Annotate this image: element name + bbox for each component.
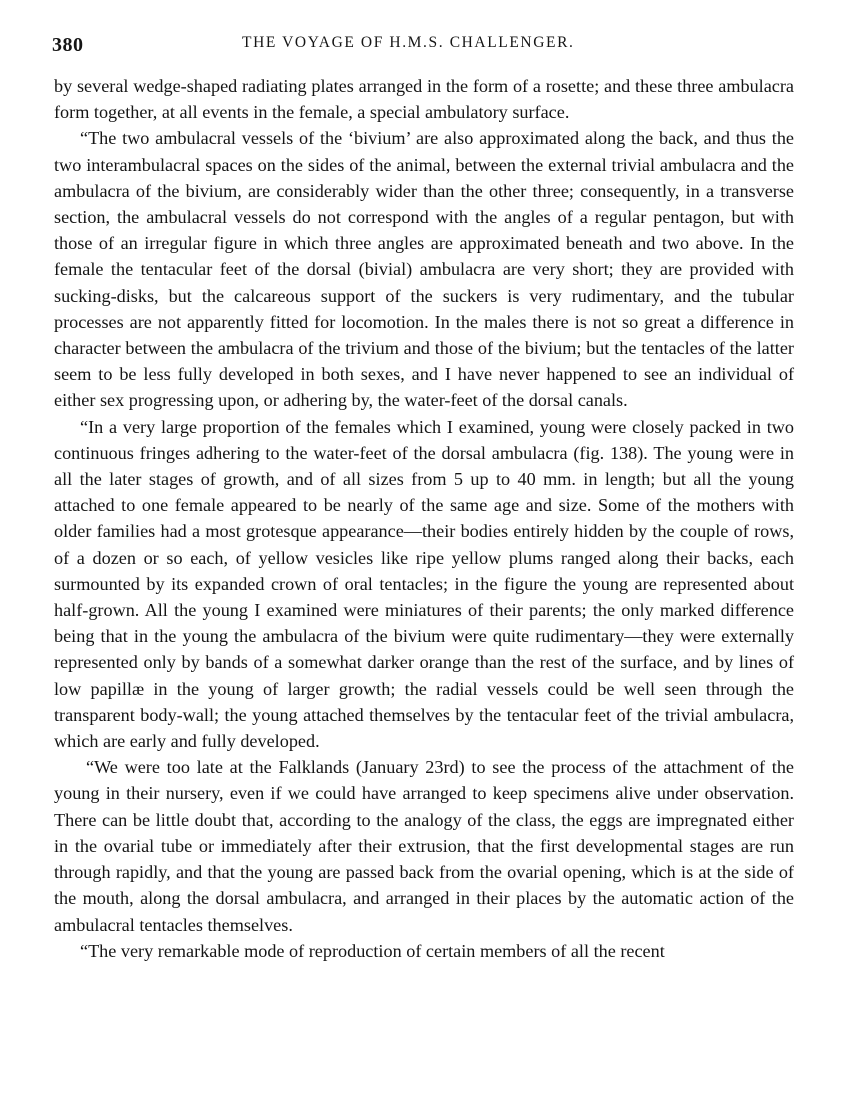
paragraph-reproduction: “The very remarkable mode of reproduction of certain members of all the recent xyxy=(80,940,665,961)
page-number: 380 xyxy=(52,34,84,56)
paragraph-bivium: “The two ambulacral vessels of the ‘bivium’ are also approximated along the back, and thus the two interambulacral spaces on the sides of the animal, between the external trivial ambulacra and the ambulacra of the bivium, are considerably wider than the other three; consequently, in a transverse section, the ambulacral vessels do not correspond with the angles of a regular pentagon, but with those of an irregular figure in which three angles are approximated beneath and two above. In the female the tentacular feet of the dorsal (bivial) ambulacra are very short; they are provided with sucking-disks, but the calcareous support of the suckers is very rudimentary, and the tubular processes are not apparently fitted for locomotion. In the males there is not so great a difference in character between the ambulacra of the trivium and those of the bivium; but the tentacles of the latter seem to be less fully developed in both sexes, and I have never happened to see an individual of either sex progressing upon, or adhering by, the water-feet of the dorsal canals. xyxy=(54,128,794,411)
body-text xyxy=(54,73,794,964)
paragraph-continuation: by several wedge-shaped radiating plates arranged in the form of a rosette; and these three ambulacra form together, at all events in the female, a special ambulatory surface. xyxy=(54,76,794,123)
running-title: THE VOYAGE OF H.M.S. CHALLENGER. xyxy=(242,34,575,51)
paragraph-falklands: “We were too late at the Falklands (January 23rd) to see the process of the attachment of the young in their nursery, even if we could have arranged to keep specimens alive under observation. There can be little doubt that, according to the analogy of the class, the eggs are impregnated either in the ovarial tube or immediately after their extrusion, that the first developmental stages are run through rapidly, and that the young are passed back from the ovarial opening, which is at the side of the mouth, along the dorsal ambulacra, and arranged in their places by the automatic action of the ambulacral tentacles themselves. xyxy=(54,757,794,935)
paragraph-young-females: “In a very large proportion of the females which I examined, young were closely packed in two continuous fringes adhering to the water-feet of the dorsal ambulacra (fig. 138). The young were in all the later stages of growth, and of all sizes from 5 up to 40 mm. in length; but all the young attached to one female appeared to be nearly of the same age and size. Some of the mothers with older families had a most grotesque appearance—their bodies entirely hidden by the couple of rows, of a dozen or so each, of yellow vesicles like ripe yellow plums ranged along their backs, each surmounted by its expanded crown of oral tentacles; in the figure the young are represented about half-grown. All the young I examined were miniatures of their parents; the only marked difference being that in the young the ambulacra of the bivium were quite rudimentary—they were externally represented only by bands of a somewhat darker orange than the rest of the surface, and by lines of low papillæ in the young of larger growth; the radial vessels could be well seen through the transparent body-wall; the young attached themselves by the tentacular feet of the trivial ambulacra, which are early and fully developed. xyxy=(54,416,794,752)
running-head xyxy=(52,28,798,58)
